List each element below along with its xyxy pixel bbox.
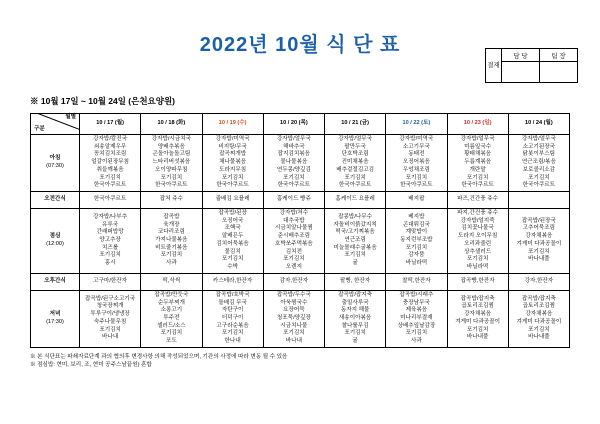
menu-cell-3-7: 강자,한잔자 (508, 273, 569, 290)
footnote-2: ※ 점심밥: 현미, 보리, 조, 현미 공주스남끝원) 혼합 (30, 362, 152, 369)
menu-cell-1-4: 홈케이드 요플레 (325, 192, 386, 209)
menu-cell-2-1: 잡곡밥 육개장 코다리조림 가지나물볶음 비트줄기볶음 포기김치 사과 (141, 209, 202, 274)
meal-time-4: (17:30) (46, 318, 64, 325)
table-row (31, 135, 570, 192)
approval-col-1: 팀 장 (540, 49, 578, 62)
menu-cell-1-5: 베지팝 (386, 192, 447, 209)
menu-cell-0-3: 강자밥/얼무국 해바추국 잡지김치볶음 물나물볶음 연두콩/양깊김 포기김치 한국아쿠르트 (263, 135, 324, 192)
approval-sign-0[interactable] (502, 62, 540, 83)
menu-cell-1-2: 쥴배김 요플레 (202, 192, 263, 209)
meal-name-4: 저녁 (49, 311, 61, 318)
menu-cell-4-2: 잡곡밥/호박국 돌배김 무국 자탄구이 더덕구이 고구라순볶음 포기김치 한나내 (202, 290, 263, 347)
menu-cell-0-2: 강자밥/미역국 비지탕/무국 잡곡찌개밥 채나물볶음 도라지무침 포기김치 한국아쿠르트 (202, 135, 263, 192)
day-header-1: 10 / 18 (화) (141, 114, 202, 135)
menu-cell-3-3: 감자,한잔자 (263, 273, 324, 290)
menu-cell-4-0: 잡곡밥/된구소고기국 청국장찌개 투루구이/냉냉장 숙주나물무침 포기김치 바나내 (80, 290, 141, 347)
footnote-1: ※ 본 식단표는 파쇄자료단계 과의 협의후 변경사항 의해 작성되었으며, 기관의 사정에 따라 변동 될 수 있음 (30, 353, 288, 360)
table-header-row (31, 114, 570, 135)
menu-cell-2-2: 잡곡밥/된장 오징어국 조핵국 알배믄두 김치어묵볶음 물김치 포기김치 수박 (202, 209, 263, 274)
menu-cell-2-3: 강자밥/처수 대추국밥 시금치알나물찜 준시배추조림 호박쏘주먹볶음 김치전 포기김치 오렌지 (263, 209, 324, 274)
menu-cell-2-0: 강자밥/나부추 유루국 간래퍼밥망 양고추장 치즈롤 포기김치 홍시 (80, 209, 141, 274)
menu-cell-4-6: 잡곡밥/잡지축 곱토리조김찜 강자채볶음 겨게미 다과공꼴이 포기김치 바나내풀 (447, 290, 508, 347)
day-header-3: 10 / 20 (목) (263, 114, 324, 135)
table-row (31, 273, 570, 290)
footnotes (30, 353, 600, 370)
menu-cell-1-1: 잡쳐 쥬수 (141, 192, 202, 209)
menu-cell-2-6: 파지,간건풍 쥬수 강자밥/얼지죽 김치꽃나물국 도라지 오이무침 오리과줄린 상추샐러드 포기김치 바닐라떡 (447, 209, 508, 274)
menu-cell-2-5: 베지밥 곤대튀김국 계맞밥이 동지런부조밥 포기김치 감자뚬 바닐라떡 (386, 209, 447, 274)
menu-cell-3-6: 잡곡빵,한잔자 (447, 273, 508, 290)
corner-top-label: 월별 (65, 114, 76, 120)
meal-name-0: 아침 (49, 155, 61, 162)
menu-cell-1-6: 파즈,건간풍 쥬수 (447, 192, 508, 209)
meal-label-2 (31, 209, 80, 274)
corner-header (31, 114, 80, 135)
page-title: 2022년 10월 식 단 표 (199, 34, 401, 56)
day-header-5: 10 / 22 (토) (386, 114, 447, 135)
meal-time-2: (12:00) (46, 240, 64, 247)
menu-cell-2-4: 잡콩밥/나무수 자돌비이붉갔지칙 떡국/고기찌볶음 연근조림 미늘몰래수굴볶음 포기김치 귤 (325, 209, 386, 274)
meal-label-0 (31, 135, 80, 192)
menu-cell-4-4: 잡곡밥/잡지축 출밀사루국 동자지 해물 새송이아볶음 찰나룰무김 포기김치 귤 (325, 290, 386, 347)
menu-cell-0-5: 강자밥/미역국 소고기무국 동태전 오징어볶음 우엉채조림 포기김치 한국아쿠르트 (386, 135, 447, 192)
menu-cell-4-1: 잡곡밥/만둣국 순두부찌개 소롱고기 투주전 셀러드/소스 포기김치 포도 (141, 290, 202, 347)
menu-cell-0-0: 강자밥/칼진국 쇠송알제우무 꽁치김치조림 얼갈이된장무침 취들깨볶음 포기김치 한국아쿠르트 (80, 135, 141, 192)
menu-cell-0-7: 강자밥/얼무국 소고기된장국 닭봇이부스팀 연근조림/볶음 보로콜리소감 포기김치 한국아쿠르트 (508, 135, 569, 192)
period-note: ※ 10월 17일 ~ 10월 24일 (은천요양원) (30, 96, 176, 106)
menu-cell-3-4: 팥빵, 한잔자 (325, 273, 386, 290)
menu-cell-0-1: 강자밥/시금치국 양배추볶음 곤돌아놀돌고팀 느타리버섯볶음 오이양파무침 포기김치 한국아쿠르트 (141, 135, 202, 192)
corner-bottom-label: 구분 (34, 126, 45, 133)
menu-cell-0-6: 강자밥/얼무국 미름잎국수 황태채볶음 두릅계볶음 개란말 포기김치 한국아쿠르트 (447, 135, 508, 192)
day-header-6: 10 / 23 (일) (447, 114, 508, 135)
menu-cell-1-3: 홈케이드 빵쥬 (263, 192, 324, 209)
approval-sign-1[interactable] (540, 62, 578, 83)
meal-label-3: 오후간식 (31, 273, 80, 290)
menu-cell-0-4: 강자밥/얼무국 팔만두국 단호박조림 진미채볶음 배추겉절김고김 포기김치 한국아쿠르트 (325, 135, 386, 192)
menu-table (30, 113, 570, 348)
table-row (31, 290, 570, 347)
menu-cell-1-0: 한국아쿠르트 (80, 192, 141, 209)
menu-cell-4-3: 잡곡밥/두수국 아욱찜국수 요장어묵 청포묵/양깊장 시금치나물 포기김치 바나내 (263, 290, 324, 347)
menu-cell-2-7: 잡곡밥/된장국 고추어묵조림 강자채볶음 겨게미 다과공꼴이 포기김치 바나내풀 (508, 209, 569, 274)
table-row (31, 209, 570, 274)
menu-cell-4-5: 잡곡밥/시래추 충장남무국 제육볶음 미나리부결재 상배추잎날감장 포기김치 사과 (386, 290, 447, 347)
menu-cell-1-7 (508, 192, 569, 209)
table-row (31, 192, 570, 209)
approval-col-0: 담 당 (502, 49, 540, 62)
meal-label-1: 오전간식 (31, 192, 80, 209)
menu-cell-3-2: 카스테라,한잔자 (202, 273, 263, 290)
meal-label-4 (31, 290, 80, 347)
menu-cell-3-5: 찰떡,한잔자 (386, 273, 447, 290)
day-header-7: 10 / 24 (월) (508, 114, 569, 135)
approval-label: 결재 (486, 49, 502, 83)
day-header-0: 10 / 17 (월) (80, 114, 141, 135)
day-header-4: 10 / 21 (금) (325, 114, 386, 135)
menu-cell-3-0: 고구마/한잔자 (80, 273, 141, 290)
menu-cell-3-1: 떡,삭씩 (141, 273, 202, 290)
day-header-2: 10 / 19 (수) (202, 114, 263, 135)
meal-time-0: (07:30) (46, 163, 64, 170)
approval-box (485, 48, 578, 83)
menu-cell-4-7: 잡곡밥/잡지축 곱토리조김찜 강자채볶음 겨게미 다과공꼴이 포기김치 바나내풀 (508, 290, 569, 347)
meal-name-2: 점심 (49, 233, 61, 240)
